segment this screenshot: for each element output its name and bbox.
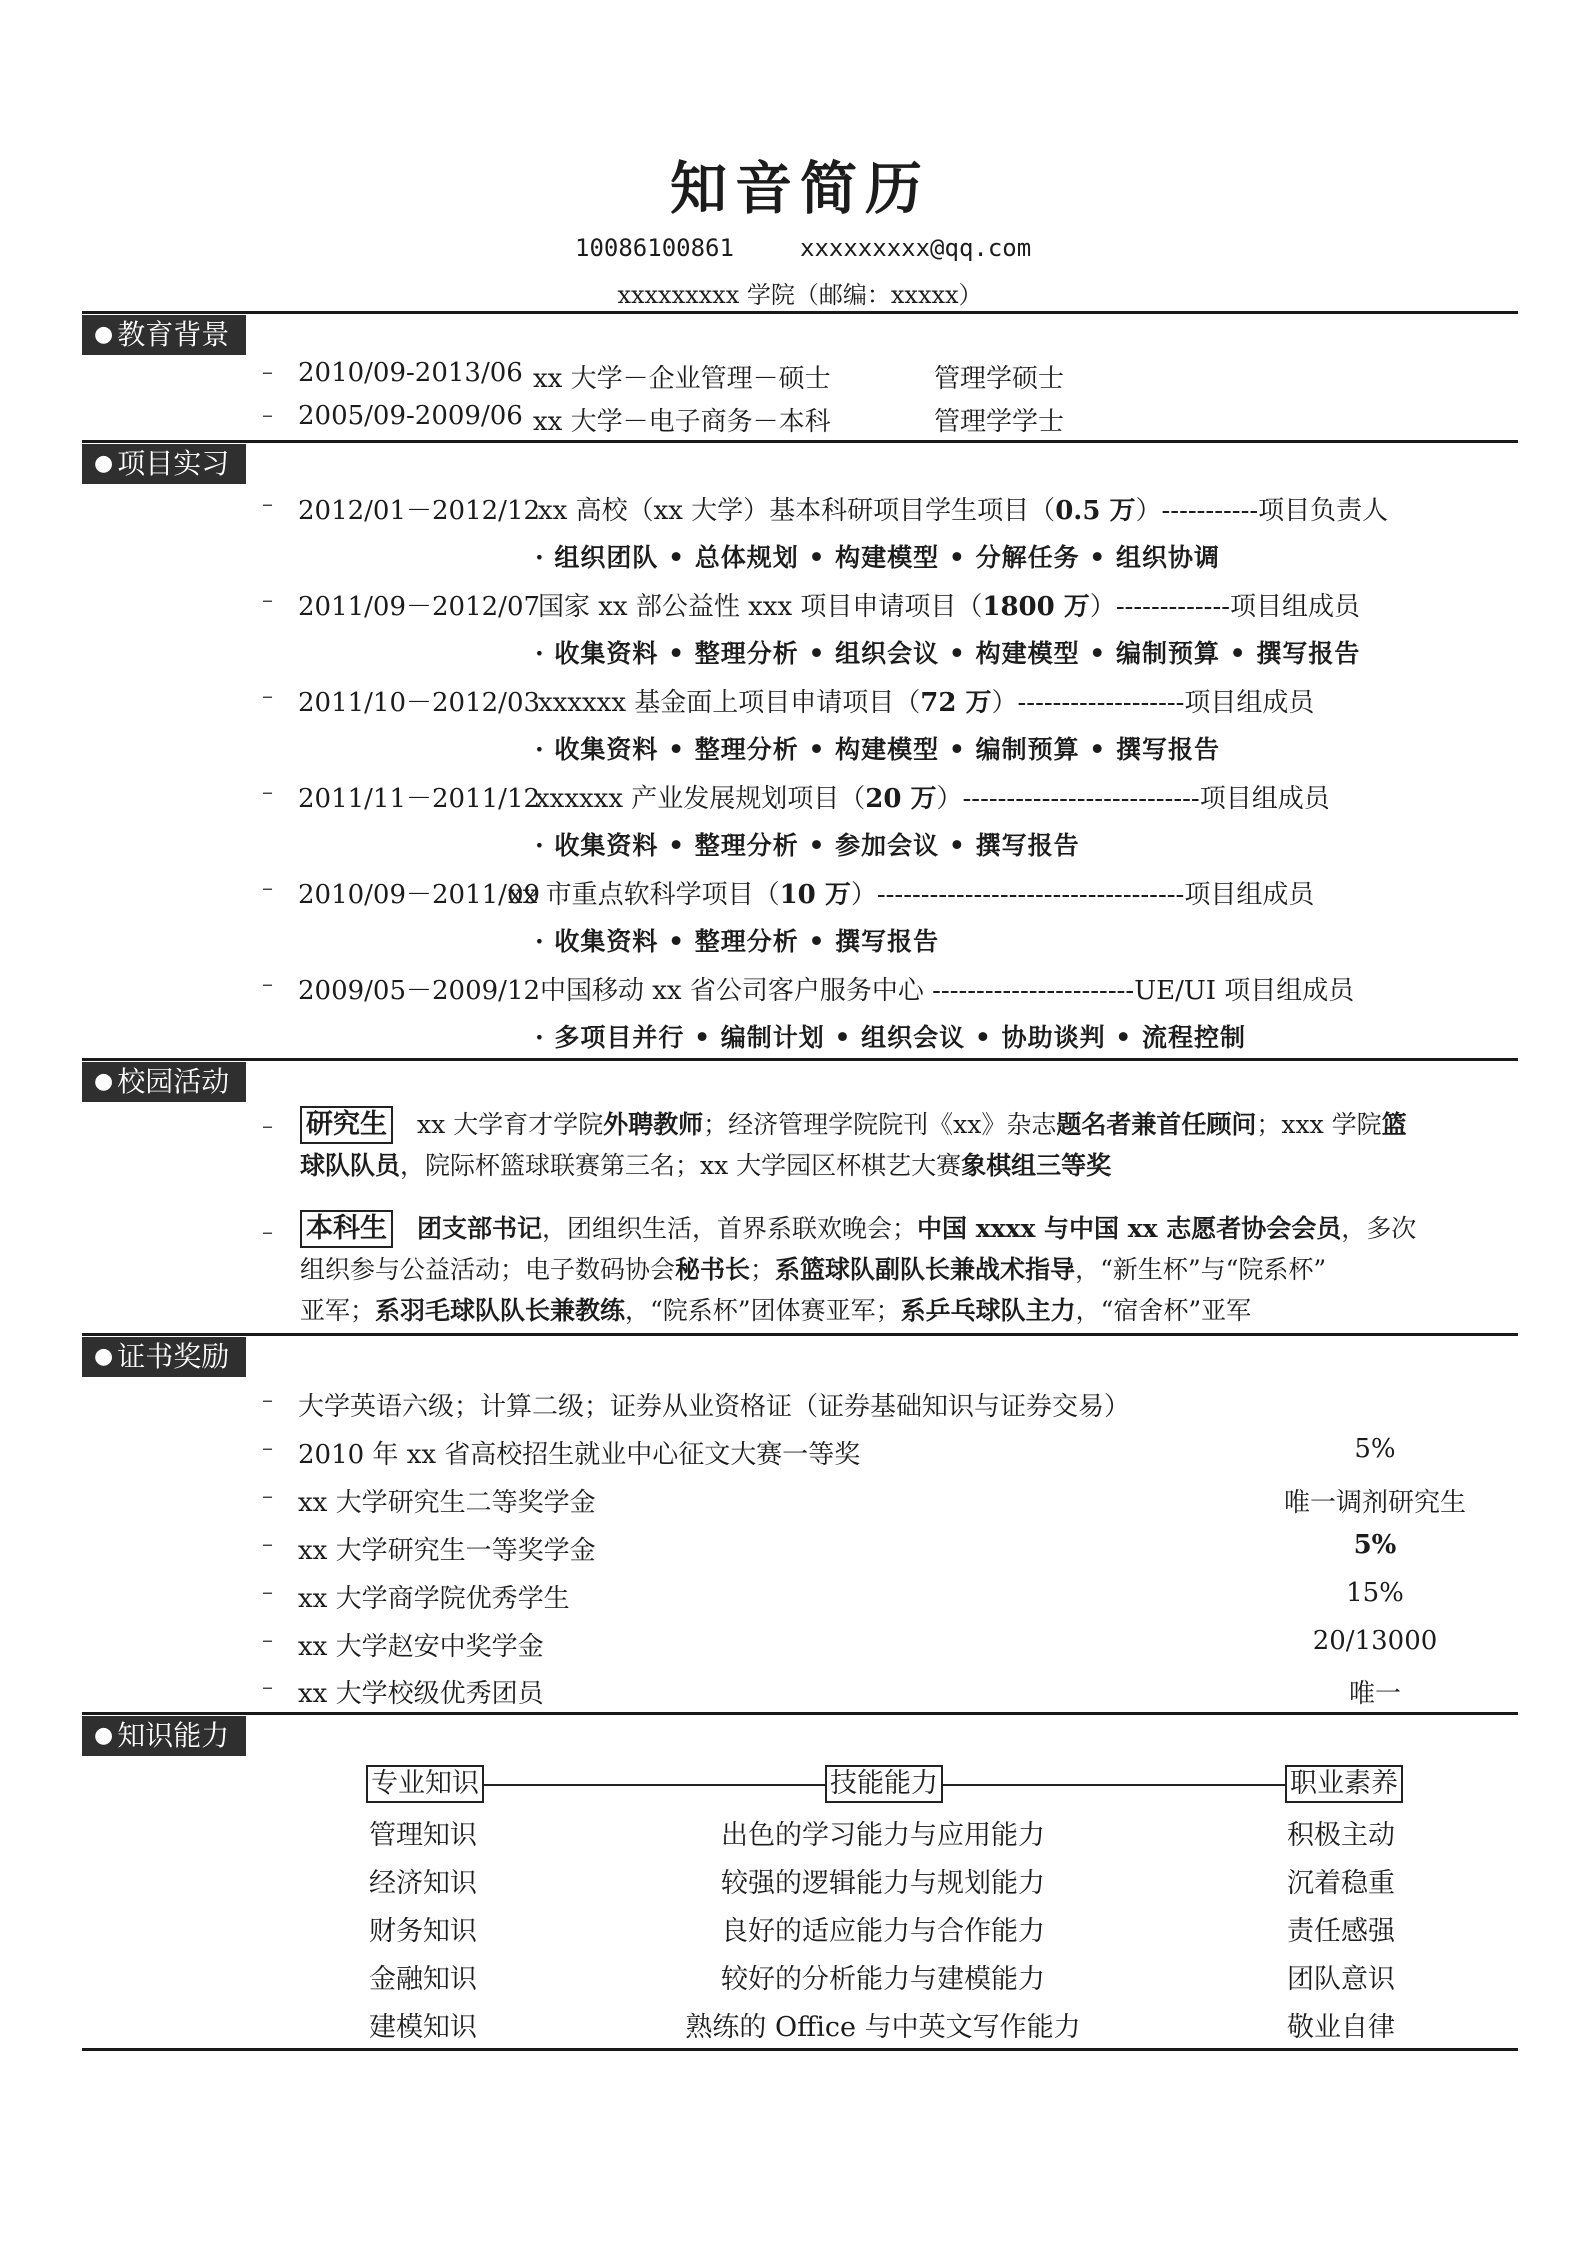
droplet-icon: ● [94,1723,114,1748]
award-name: xx 大学校级优秀团员 [298,1679,544,1709]
section-header-projects [82,444,246,484]
award-note: 20/13000 [1312,1626,1438,1656]
project-tasks: · 收集资料 • 整理分析 • 参加会议 • 撰写报告 [535,831,1080,860]
section-title: 知识能力 [117,1719,230,1752]
project-period: 2011/09－2012/07 [298,592,541,622]
dash-icon: – [262,972,273,997]
dash-icon: – [262,876,273,901]
award-note: 5% [1354,1434,1396,1464]
project-title: xxxxxx 产业发展规划项目（20 万）---------------------------项目组成员 [535,784,1330,814]
section-header-campus [82,1062,246,1102]
award-name: xx 大学赵安中奖学金 [298,1632,544,1662]
phone-number: 10086100861 [575,234,734,262]
project-title: xx 高校（xx 大学）基本科研项目学生项目（0.5 万）-----------项目负责人 [538,496,1389,526]
section-title: 校园活动 [117,1065,230,1098]
dash-icon: – [262,1388,273,1413]
skill-quality-item: 沉着稳重 [1287,1868,1395,1899]
section-title: 教育背景 [117,318,230,351]
droplet-icon: ● [94,1344,114,1369]
project-period: 2011/11－2011/12 [298,784,541,814]
skill-connector [941,1784,1286,1786]
skill-knowledge-item: 管理知识 [369,1820,477,1851]
award-name: 2010 年 xx 省高校招生就业中心征文大赛一等奖 [298,1440,861,1470]
dash-icon: – [262,492,273,517]
skill-ability-item: 出色的学习能力与应用能力 [721,1820,1045,1851]
project-period: 2011/10－2012/03 [298,688,541,718]
dash-icon: – [262,1220,273,1245]
dash-icon: – [262,360,273,385]
dash-icon: – [262,1628,273,1653]
skill-connector [483,1784,825,1786]
section-rule [82,1058,1518,1061]
skill-quality-item: 敬业自律 [1287,2012,1395,2043]
skill-quality-item: 团队意识 [1287,1964,1395,1995]
skill-ability-item: 较强的逻辑能力与规划能力 [721,1868,1045,1899]
award-note: 唯一调剂研究生 [1283,1488,1466,1518]
edu-period: 2005/09-2009/06 [298,401,523,431]
project-period: 2012/01－2012/12 [298,496,541,526]
skill-header-qualities: 职业素养 [1285,1765,1403,1803]
project-tasks: · 多项目并行 • 编制计划 • 组织会议 • 协助谈判 • 流程控制 [535,1023,1246,1052]
skill-quality-item: 积极主动 [1287,1820,1395,1851]
section-title: 证书奖励 [117,1340,230,1373]
project-title: 国家 xx 部公益性 xxx 项目申请项目（1800 万）-------------项目组成员 [538,592,1361,622]
droplet-icon: ● [94,451,114,476]
edu-degree: 管理学学士 [934,407,1065,437]
edu-period: 2010/09-2013/06 [298,358,523,388]
droplet-icon: ● [94,1069,114,1094]
campus-undergrad-entry: 本科生 团支部书记，团组织生活，首界系联欢晚会；中国 xxxx 与中国 xx 志愿者协会会员，多次 组织参与公益活动；电子数码协会秘书长；系篮球队副队长兼战术指导，“新生杯”与“院系杯” 亚军；系羽毛球队队长兼教练，“院系杯”团体赛亚军；系乒乓球队主力，“宿舍杯”亚军 [300,1208,1515,1331]
dash-icon: – [262,780,273,805]
edu-degree: 管理学硕士 [934,364,1065,394]
project-title: xxxxxx 基金面上项目申请项目（72 万）-------------------项目组成员 [538,688,1315,718]
section-header-skills [82,1716,246,1756]
skill-header-abilities: 技能能力 [825,1765,943,1803]
skill-quality-item: 责任感强 [1287,1916,1395,1947]
droplet-icon: ● [94,322,114,347]
project-title: xx 市重点软科学项目（10 万）-----------------------------------项目组成员 [508,880,1315,910]
undergrad-tag: 本科生 [300,1210,393,1248]
skill-knowledge-item: 建模知识 [369,2012,477,2043]
award-name: xx 大学研究生二等奖学金 [298,1488,596,1518]
section-header-awards [82,1337,246,1377]
dash-icon: – [262,684,273,709]
project-tasks: · 组织团队 • 总体规划 • 构建模型 • 分解任务 • 组织协调 [535,543,1220,572]
section-rule [82,1712,1518,1715]
project-title: 中国移动 xx 省公司客户服务中心 -----------------------UE/UI 项目组成员 [540,976,1355,1006]
dash-icon: – [262,1675,273,1700]
project-tasks: · 收集资料 • 整理分析 • 构建模型 • 编制预算 • 撰写报告 [535,735,1220,764]
skill-knowledge-item: 经济知识 [369,1868,477,1899]
project-tasks: · 收集资料 • 整理分析 • 组织会议 • 构建模型 • 编制预算 • 撰写报告 [535,639,1361,668]
award-name: xx 大学商学院优秀学生 [298,1584,570,1614]
dash-icon: – [262,588,273,613]
edu-school: xx 大学－电子商务－本科 [533,407,831,437]
email-address: xxxxxxxxx@qq.com [800,234,1032,262]
section-header-education [82,315,246,355]
award-note: 唯一 [1348,1679,1401,1709]
skill-header-knowledge: 专业知识 [366,1765,484,1803]
section-rule [82,1333,1518,1336]
dash-icon: – [262,1532,273,1557]
section-rule [82,311,1518,314]
award-note: 15% [1346,1578,1404,1608]
section-title: 项目实习 [117,447,230,480]
dash-icon: – [262,403,273,428]
section-rule [82,2048,1518,2051]
dash-icon: – [262,1436,273,1461]
grad-tag: 研究生 [300,1106,393,1144]
skill-ability-item: 熟练的 Office 与中英文写作能力 [685,2012,1081,2043]
skill-knowledge-item: 金融知识 [369,1964,477,1995]
project-period: 2010/09－2011/09 [298,880,541,910]
campus-grad-entry: 研究生 xx 大学育才学院外聘教师；经济管理学院院刊《xx》杂志题名者兼首任顾问；xxx 学院篮 球队队员，院际杯篮球联赛第三名；xx 大学园区杯棋艺大赛象棋组三等奖 [300,1104,1515,1186]
award-name: xx 大学研究生一等奖学金 [298,1536,596,1566]
resume-title: 知音简历 [670,155,930,222]
dash-icon: – [262,1114,273,1139]
dash-icon: – [262,1580,273,1605]
postal-address: xxxxxxxxx 学院（邮编：xxxxx） [617,281,983,309]
dash-icon: – [262,1484,273,1509]
skill-knowledge-item: 财务知识 [369,1916,477,1947]
project-tasks: · 收集资料 • 整理分析 • 撰写报告 [535,927,940,956]
award-name: 大学英语六级；计算二级；证券从业资格证（证券基础知识与证券交易） [298,1392,1131,1422]
skill-ability-item: 良好的适应能力与合作能力 [721,1916,1045,1947]
skill-ability-item: 较好的分析能力与建模能力 [721,1964,1045,1995]
edu-school: xx 大学－企业管理－硕士 [533,364,831,394]
project-period: 2009/05－2009/12 [298,976,541,1006]
award-note: 5% [1353,1530,1397,1560]
section-rule [82,440,1518,443]
